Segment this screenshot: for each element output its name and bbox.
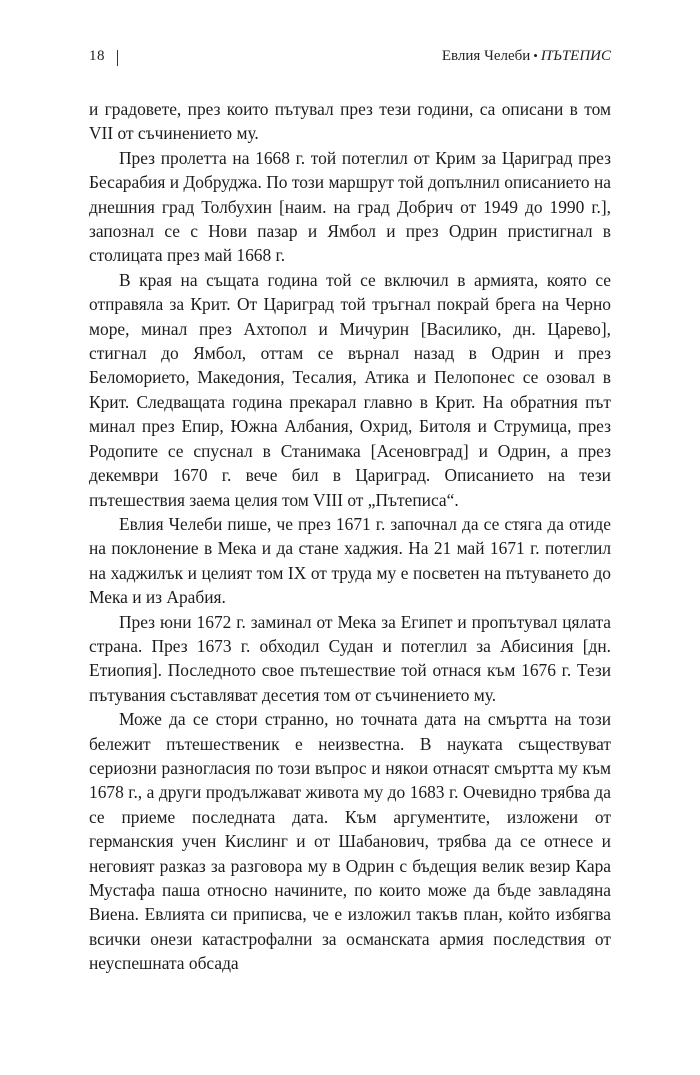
header-book-title: ПЪТЕПИС (540, 48, 611, 64)
page-number: 18 (89, 48, 105, 64)
running-header (89, 48, 611, 72)
paragraph-4: Евлия Челеби пише, че през 1671 г. започнал да се стяга да отиде на поклонение в Мека и да стане хаджия. На 21 май 1671 г. потеглил на хаджилък и целият том IX от труда му е посветен на пътуването до Мека и из Арабия. (89, 513, 611, 608)
header-author-title (442, 48, 611, 65)
paragraph-5: През юни 1672 г. заминал от Мека за Египет и пропътувал цялата страна. През 1673 г. обходил Судан и потеглил за Абисиния [дн. Етиопия]. Последното свое пътешествие той отнася към 1676 г. Тези пътувания съставляват десетия том от съчинението му. (89, 611, 611, 705)
body-text (89, 97, 611, 976)
header-bullet: • (533, 48, 538, 63)
paragraph-6: Може да се стори странно, но точната дата на смъртта на този бележит пътешественик е неизвестна. В науката съществуват сериозни разногласия по този въпрос и някои отнасят смъртта му към 1678 г., а други продължават живота му до 1683 г. Очевидно трябва да се приеме последната дата. Към аргументите, изложени от германския учен Кислинг и от Шабанович, трябва да се отнесе и неговият разказ за разговора му в Одрин с бъдещия велик везир Кара Мустафа паша относно начините, по които може да бъде завладяна Виена. Евлията си приписва, че е изложил такъв план, който избягва всички онези катастрофални за османската армия последствия от неуспешната обсада (89, 709, 611, 974)
paragraph-2: През пролетта на 1668 г. той потеглил от Крим за Цариград през Бесарабия и Добруджа. По този маршрут той допълнил описанието на днешния град Толбухин [наим. на град Добрич от 1949 до 1990 г.], запознал се с Нови пазар и Ямбол и през Одрин пристигнал в столицата през май 1668 г. (89, 147, 611, 266)
paragraph-1: и градовете, през които пътувал през тези години, са описани в том VII от съчинението му. (89, 99, 611, 144)
header-separator (117, 50, 118, 66)
paragraph-3: В края на същата година той се включил в армията, която се отправяла за Крит. От Цариград той тръгнал покрай брега на Черно море, минал през Ахтопол и Мичурин [Василико, дн. Царево], стигнал до Ямбол, оттам се върнал назад в Одрин и през Беломорието, Македония, Тесалия, Атика и Пелопонес се озовал в Крит. Следващата година прекарал главно в Крит. На обратния път минал през Епир, Южна Албания, Охрид, Битоля и Струмица, през Родопите се спуснал в Станимака [Асеновград] и Одрин, а през декември 1670 г. вече бил в Цариград. Описанието на тези пътешествия заема целия том VIII от „Пътеписа“. (89, 269, 611, 510)
header-author: Евлия Челеби (441, 48, 531, 64)
